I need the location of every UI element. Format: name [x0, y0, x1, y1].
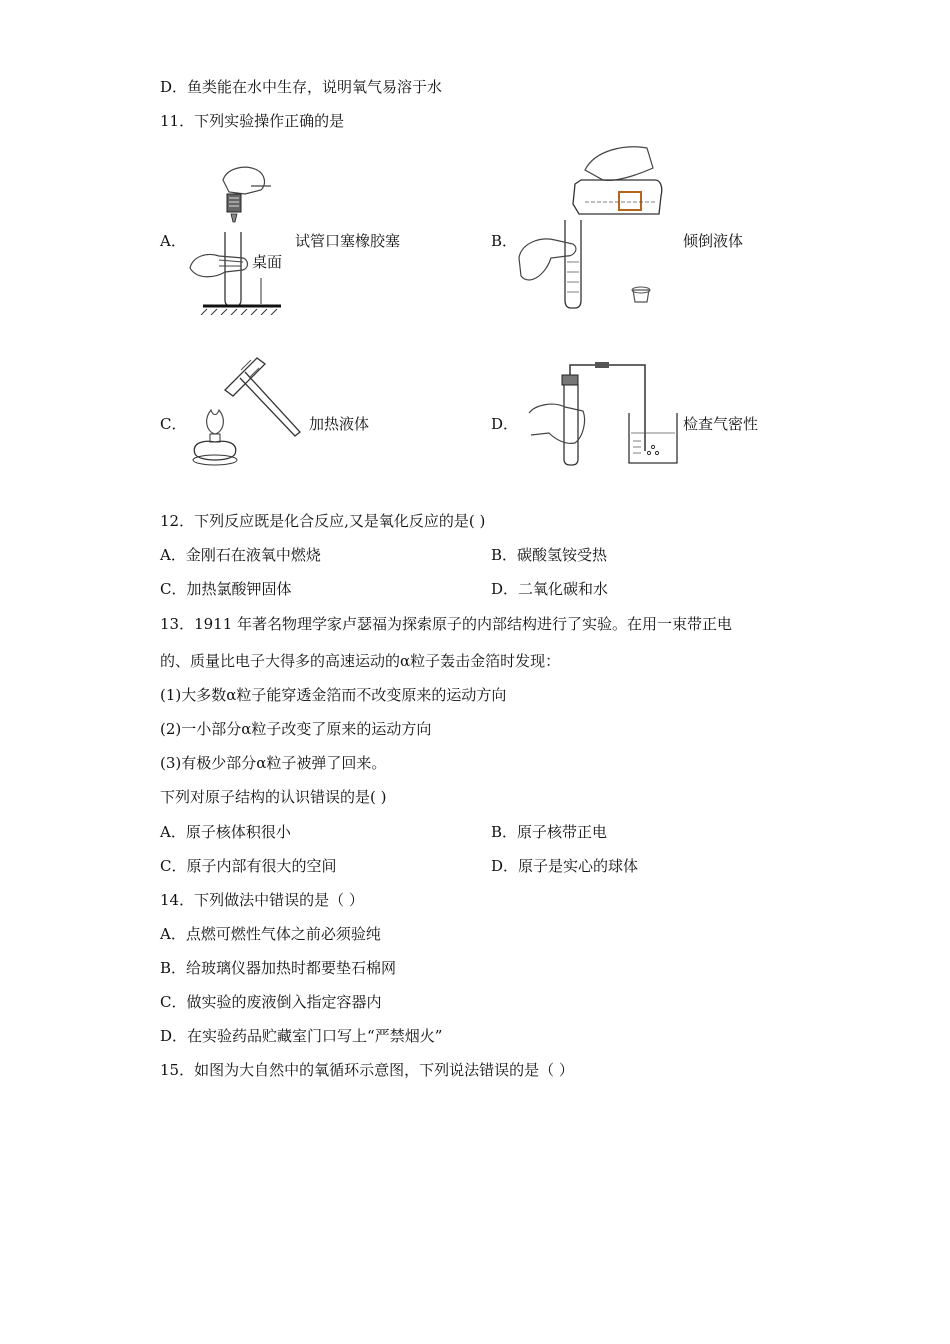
q13-option-a: A．原子核体积很小 — [160, 823, 291, 841]
q11-option-b-letter: B． — [491, 232, 518, 250]
q14-option-b: B．给玻璃仪器加热时都要垫石棉网 — [160, 959, 397, 977]
q13-stem-line2: 的、质量比电子大得多的高速运动的α粒子轰击金箔时发现： — [160, 652, 561, 670]
q13-option-d: D．原子是实心的球体 — [491, 857, 639, 875]
q11-option-a-caption: 试管口塞橡胶塞 — [295, 232, 401, 250]
q12-stem: 12．下列反应既是化合反应,又是氧化反应的是( ) — [160, 512, 486, 530]
q12-option-b: B．碳酸氢铵受热 — [491, 546, 608, 564]
q10-option-d: D．鱼类能在水中生存，说明氧气易溶于水 — [160, 78, 443, 96]
pouring-liquid-illustration — [515, 140, 665, 315]
q12-option-d: D．二氧化碳和水 — [491, 580, 609, 598]
q13-observation-3: (3)有极少部分α粒子被弹了回来。 — [160, 754, 387, 772]
q11-option-d-caption: 检查气密性 — [683, 415, 759, 433]
stopper-tube-illustration — [185, 160, 285, 315]
q12-option-a: A．金刚石在液氧中燃烧 — [160, 546, 321, 564]
table-surface-label: 桌面 — [252, 253, 283, 271]
q13-stem-line1: 13．1911 年著名物理学家卢瑟福为探索原子的内部结构进行了实验。在用一束带正电 — [160, 615, 733, 633]
q13-question: 下列对原子结构的认识错误的是( ) — [160, 788, 387, 806]
q12-option-c: C．加热氯酸钾固体 — [160, 580, 292, 598]
q11-figure-d — [525, 355, 680, 470]
q11-figure-c — [185, 350, 310, 470]
q14-stem: 14．下列做法中错误的是（ ） — [160, 891, 364, 909]
q14-option-d: D．在实验药品贮藏室门口写上“严禁烟火” — [160, 1027, 443, 1045]
q11-figure-a — [185, 160, 285, 315]
q11-option-d-letter: D． — [491, 415, 519, 433]
heating-liquid-illustration — [185, 350, 310, 470]
q13-option-c: C．原子内部有很大的空间 — [160, 857, 337, 875]
q15-stem: 15．如图为大自然中的氧循环示意图，下列说法错误的是（ ） — [160, 1061, 574, 1079]
q11-option-c-letter: C． — [160, 415, 187, 433]
q11-option-b-caption: 倾倒液体 — [683, 232, 744, 250]
q14-option-c: C．做实验的废液倒入指定容器内 — [160, 993, 382, 1011]
q13-observation-2: (2)一小部分α粒子改变了原来的运动方向 — [160, 720, 432, 738]
airtightness-check-illustration — [525, 355, 680, 470]
q13-option-b: B．原子核带正电 — [491, 823, 608, 841]
q13-observation-1: (1)大多数α粒子能穿透金箔而不改变原来的运动方向 — [160, 686, 507, 704]
q11-figure-b — [515, 140, 665, 315]
q11-stem: 11．下列实验操作正确的是 — [160, 112, 345, 130]
q14-option-a: A．点燃可燃性气体之前必须验纯 — [160, 925, 381, 943]
q11-option-c-caption: 加热液体 — [309, 415, 370, 433]
q11-option-a-letter: A． — [160, 232, 186, 250]
